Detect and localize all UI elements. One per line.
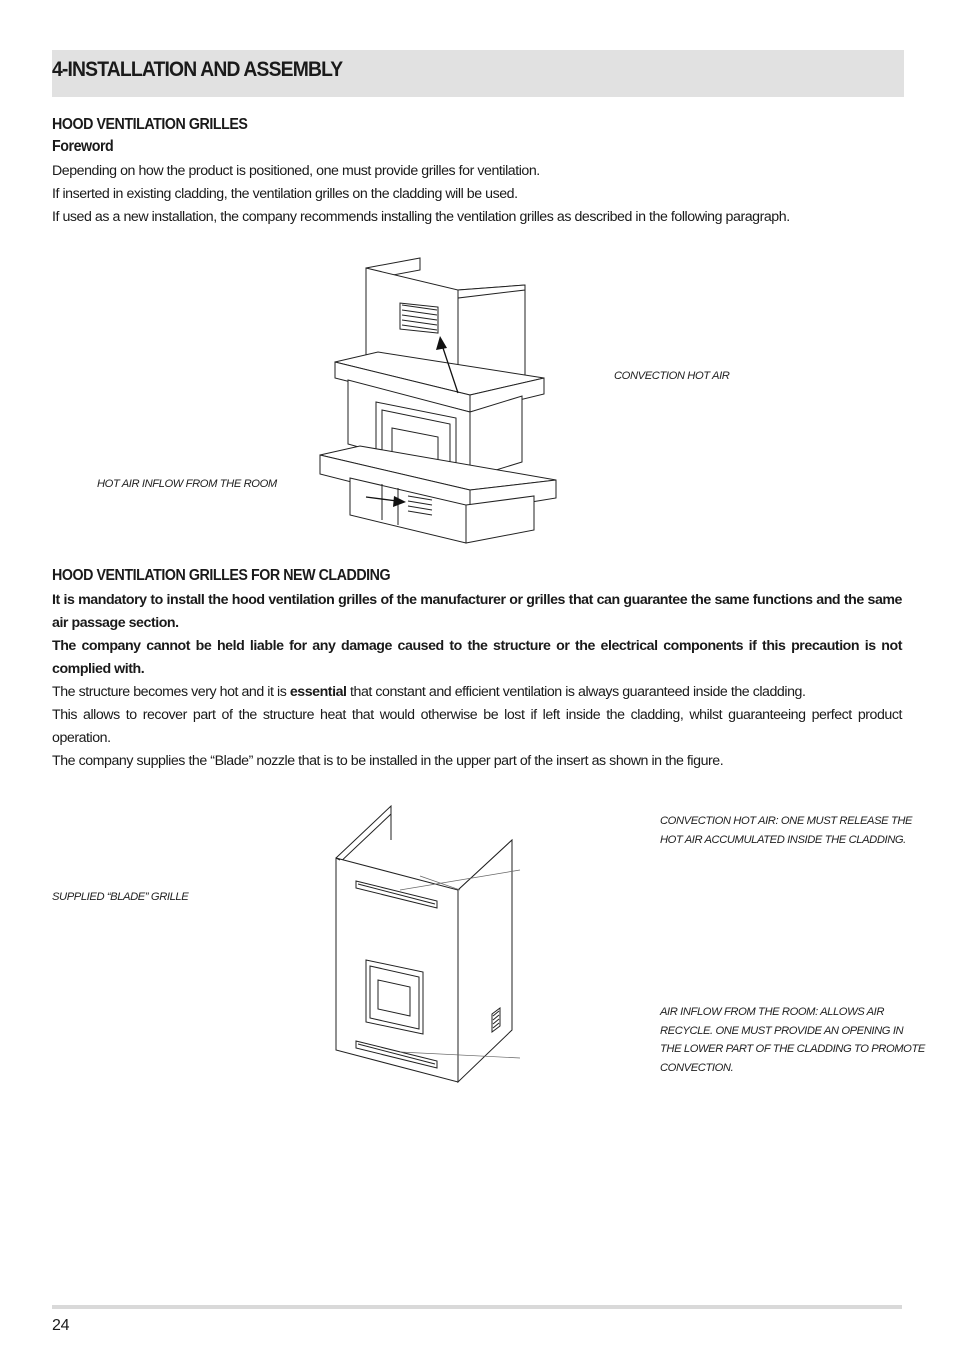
- body-paragraph: [52, 681, 902, 704]
- caption-convection-hot-air: CONVECTION HOT AIR: [614, 370, 730, 382]
- caption-air-inflow: [660, 1003, 925, 1077]
- page-number: 24: [52, 1317, 70, 1334]
- foreword-body: [52, 160, 902, 229]
- foreword-subheading: Foreword: [52, 138, 114, 155]
- caption-line: CONVECTION.: [660, 1061, 734, 1074]
- caption-line: HOT AIR ACCUMULATED INSIDE THE CLADDING.: [660, 833, 906, 846]
- foreword-paragraph: If used as a new installation, the company recommends installing the ventilation grilles as described in the following paragraph.: [52, 209, 790, 225]
- new-cladding-heading: HOOD VENTILATION GRILLES FOR NEW CLADDING: [52, 567, 391, 584]
- new-cladding-body: [52, 589, 902, 773]
- emphasis-text: essential: [289, 684, 347, 700]
- body-text-span: that constant and efficient ventilation is always guaranteed inside the cladding.: [346, 684, 806, 700]
- caption-line: THE LOWER PART OF THE CLADDING TO PROMOTE: [660, 1043, 925, 1055]
- foreword-paragraph: Depending on how the product is positioned, one must provide grilles for ventilation.: [52, 163, 540, 179]
- warning-paragraph: The company cannot be held liable for any damage caused to the structure or the electrical components if this precaution is not complied with.: [52, 638, 902, 677]
- caption-blade-grille: SUPPLIED “BLADE” GRILLE: [52, 891, 189, 903]
- foreword-paragraph: If inserted in existing cladding, the ventilation grilles on the cladding will be used.: [52, 186, 518, 202]
- warning-paragraph: It is mandatory to install the hood ventilation grilles of the manufacturer or grilles that can guarantee the same functions and the same air passage section.: [52, 592, 902, 631]
- caption-line: RECYCLE. ONE MUST PROVIDE AN OPENING IN: [660, 1024, 904, 1037]
- body-text-span: The structure becomes very hot and it is: [52, 684, 290, 700]
- caption-line: AIR INFLOW FROM THE ROOM: ALLOWS AIR: [660, 1006, 885, 1018]
- body-paragraph: This allows to recover part of the structure heat that would otherwise be lost if left inside the cladding, whilst guaranteeing perfect product operation.: [52, 707, 902, 746]
- caption-line: CONVECTION HOT AIR: ONE MUST RELEASE THE: [660, 815, 913, 827]
- foreword-heading: HOOD VENTILATION GRILLES: [52, 116, 248, 133]
- section-title: 4-INSTALLATION AND ASSEMBLY: [52, 58, 343, 81]
- body-paragraph: The company supplies the “Blade” nozzle that is to be installed in the upper part of the insert as shown in the figure.: [52, 753, 724, 769]
- caption-convection-release: [660, 812, 912, 849]
- caption-hot-air-inflow: HOT AIR INFLOW FROM THE ROOM: [97, 478, 277, 490]
- footer-divider: [52, 1305, 902, 1309]
